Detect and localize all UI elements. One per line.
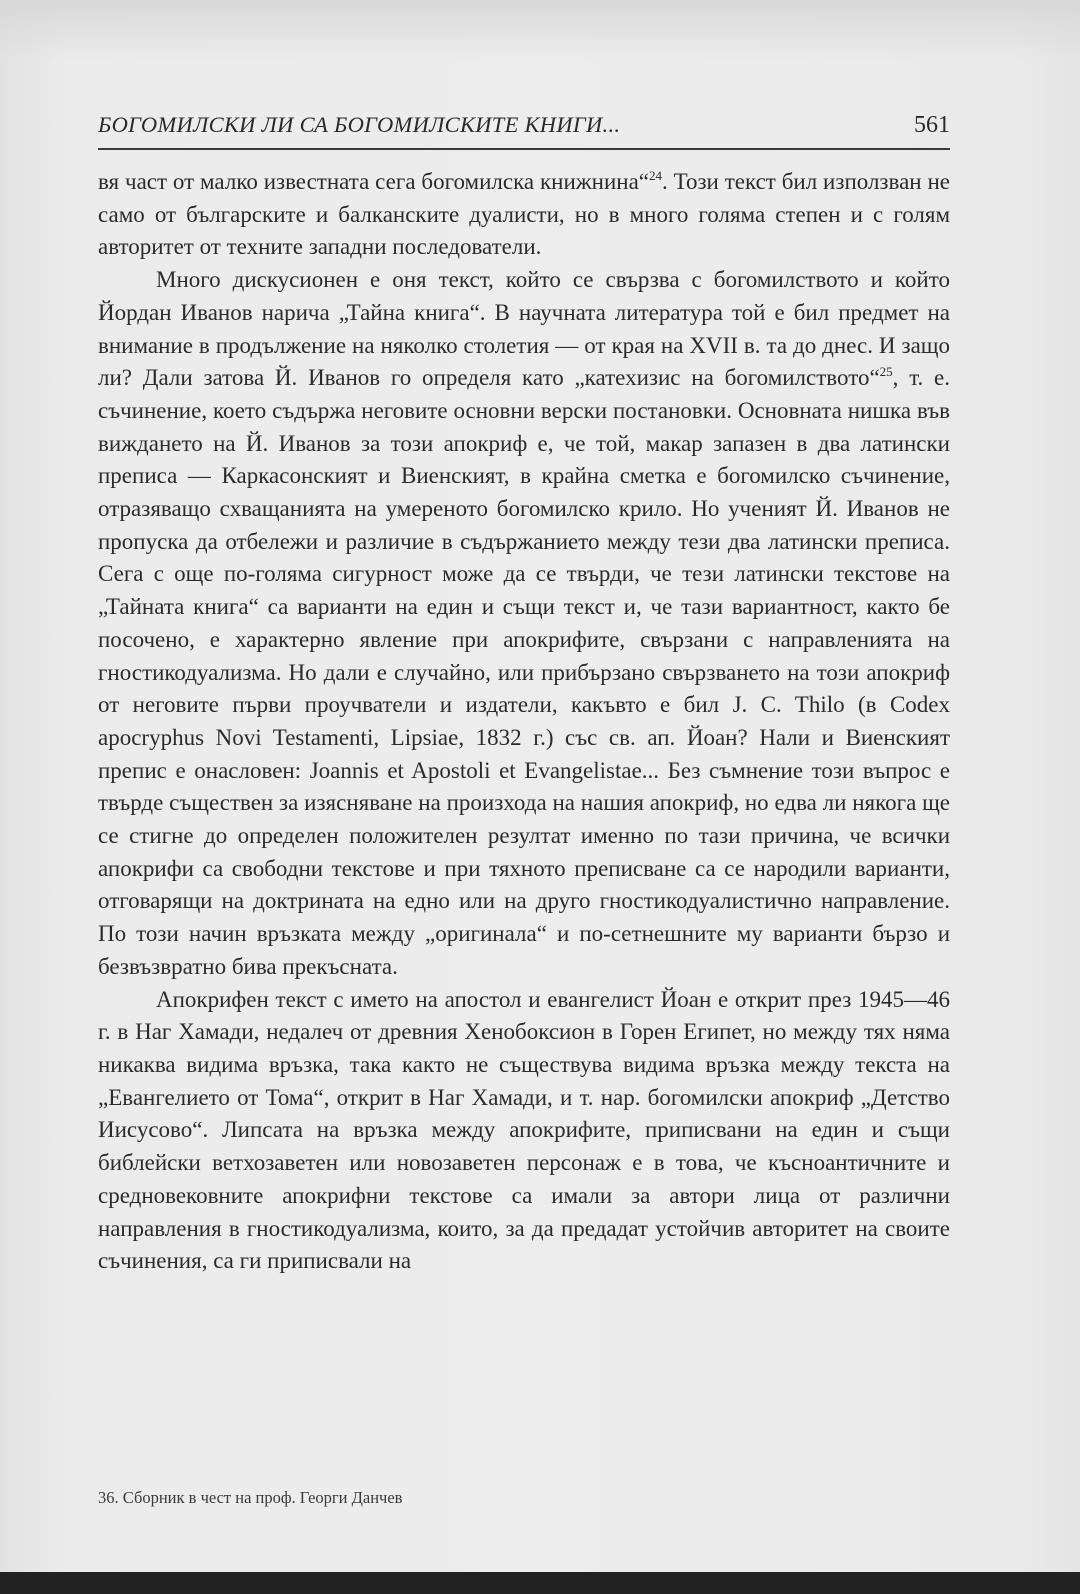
- text-run: Апокрифен текст с името на апостол и евангелист Йоан е открит през 1945—46 г. в Наг Хамади, недалеч от древния Хенобоксион в Горен Египет, но между тях няма никаква видима връзка, така както не съществува видима връзка между текста на „Евангелието от Тома“, открит в Наг Хамади, и т. нар. богомилски апокриф „Детство Иисусово“. Липсата на връзка между апокрифите, приписвани на един и същи библейски ветхозаветен или новозаветен персонаж е в това, че късноантичните и средновековните апокрифни текстове са имали за автори лица от различни направления в гностикодуализма, които, за да предадат устойчив авторитет на своите съчинения, са ги приписвали на: [98, 986, 950, 1274]
- footnote-ref-24: 24: [649, 168, 662, 183]
- paragraph-secret-book: [98, 264, 950, 983]
- running-title: БОГОМИЛСКИ ЛИ СА БОГОМИЛСКИТЕ КНИГИ...: [98, 112, 621, 137]
- running-header: [98, 108, 950, 150]
- paragraph-nag-hammadi: [98, 984, 950, 1278]
- text-run: Много дискусионен е оня текст, който се свързва с богомилството и който Йордан Иванов нарича „Тайна книга“. В научната литература той е бил предмет на внимание в продължение на няколко столетия — от края на XVII в. та до днес. И защо ли? Дали затова Й. Иванов го определя като „катехизис на богомилството“: [98, 267, 950, 391]
- page-number: 561: [914, 112, 950, 138]
- text-run: . Този текст бил използван не само от българските и балканските дуалисти, но в много голяма степен и с голям авторитет от техните западни последователи.: [98, 169, 950, 260]
- paragraph-continuation: [98, 166, 950, 264]
- text-run: , т. е. съчинение, което съдържа неговите основни верски постановки. Основната нишка във виждането на Й. Иванов за този апокриф е, че той, макар запазен в два латински преписа — Каркасонският и Виенският, в крайна сметка е богомилско съчинение, отразяващо схващанията на умереното богомилско крило. Но ученият Й. Иванов не пропуска да отбележи и различие в съдържанието между тези два латински преписа. Сега с още по-голяма сигурност може да се твърди, че тези латински текстове на „Тайната книга“ са варианти на един и същи текст и, че тази вариантност, както бе посочено, е характерно явление при апокрифите, свързани с направленията на гностикодуализма. Но дали е случайно, или прибързано свързването на този апокриф от неговите първи проучватели и издатели, какъвто е бил J. C. Thilo (в Codex apocryphus Novi Testamenti, Lipsiae, 1832 г.) със св. ап. Йоан? Нали и Виенският препис е онасловен: Joannis et Apostoli et Evangelistae... Без съмнение този въпрос е твърде съществен за изясняване на произхода на нашия апокриф, но едва ли някога ще се стигне до определен положителен резултат именно по тази причина, че всички апокрифи са свободни текстове и при тяхното преписване са се народили варианти, отговарящи на доктрината на едно или на друго гностикодуалистично направление. По този начин връзката между „оригинала“ и по-сетнешните му варианти бързо и безвъзвратно бива прекъсната.: [98, 365, 950, 979]
- text-run: вя част от малко известната сега богомилска книжнина“: [98, 169, 649, 194]
- body-text: [98, 166, 950, 1278]
- printer-signature: 36. Сборник в чест на проф. Георги Данчев: [98, 1488, 403, 1507]
- footnote-ref-25: 25: [879, 364, 893, 380]
